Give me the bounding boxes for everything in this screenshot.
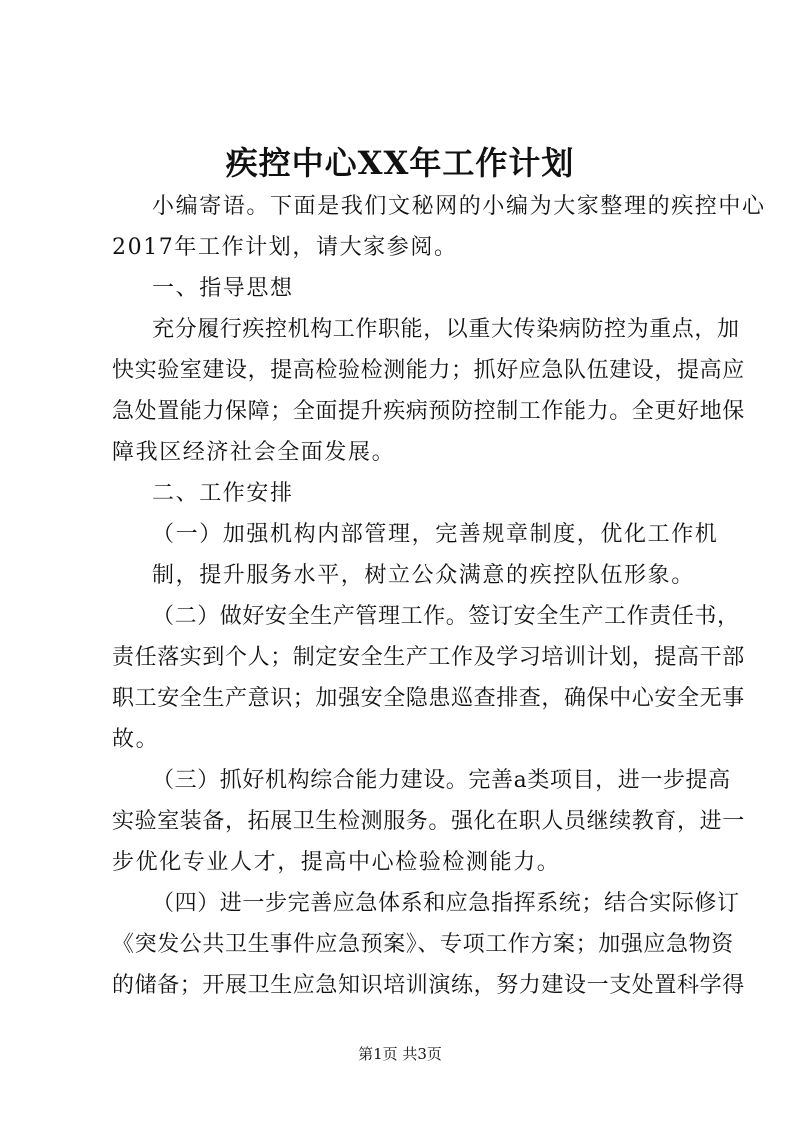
paragraph-line: 步优化专业人才，提高中心检验检测能力。 <box>112 850 561 875</box>
paragraph-line: （四）进一步完善应急体系和应急指挥系统；结合实际修订 <box>152 891 740 916</box>
paragraph-line: （二）做好安全生产管理工作。签订安全生产工作责任书， <box>152 604 740 629</box>
paragraph-line: 2017年工作计划，请大家参阅。 <box>112 235 458 260</box>
paragraph-line: （一）加强机构内部管理，完善规章制度，优化工作机 <box>152 522 719 547</box>
paragraph-line: 实验室装备，拓展卫生检测服务。强化在职人员继续教育，进一 <box>112 809 745 834</box>
paragraph-line: 制，提升服务水平，树立公众满意的疾控队伍形象。 <box>152 563 695 588</box>
section-heading: 一、指导思想 <box>152 276 294 301</box>
page-number-footer: 第1页 共3页 <box>358 1045 442 1063</box>
paragraph-line: 快实验室建设，提高检验检测能力；抓好应急队伍建设，提高应 <box>112 358 745 383</box>
paragraph-line: 职工安全生产意识；加强安全隐患巡查排查，确保中心安全无事 <box>112 686 745 711</box>
paragraph-line: 《突发公共卫生事件应急预案》、专项工作方案；加强应急物资 <box>112 932 734 957</box>
paragraph-line: 急处置能力保障；全面提升疾病预防控制工作能力。全更好地保 <box>112 399 745 424</box>
paragraph-line: （三）抓好机构综合能力建设。完善a类项目，进一步提高 <box>152 768 731 793</box>
paragraph-line: 的储备；开展卫生应急知识培训演练，努力建设一支处置科学得 <box>112 973 745 998</box>
paragraph-line: 充分履行疾控机构工作职能，以重大传染病防控为重点，加 <box>152 317 740 342</box>
section-heading: 二、工作安排 <box>152 481 294 506</box>
paragraph-line: 责任落实到个人；制定安全生产工作及学习培训计划，提高干部 <box>112 645 745 670</box>
paragraph-line: 障我区经济社会全面发展。 <box>112 440 396 465</box>
paragraph-line: 小编寄语。下面是我们文秘网的小编为大家整理的疾控中心 <box>152 194 766 219</box>
paragraph-line: 故。 <box>112 727 160 752</box>
page-title: 疾控中心XX年工作计划 <box>225 144 575 182</box>
